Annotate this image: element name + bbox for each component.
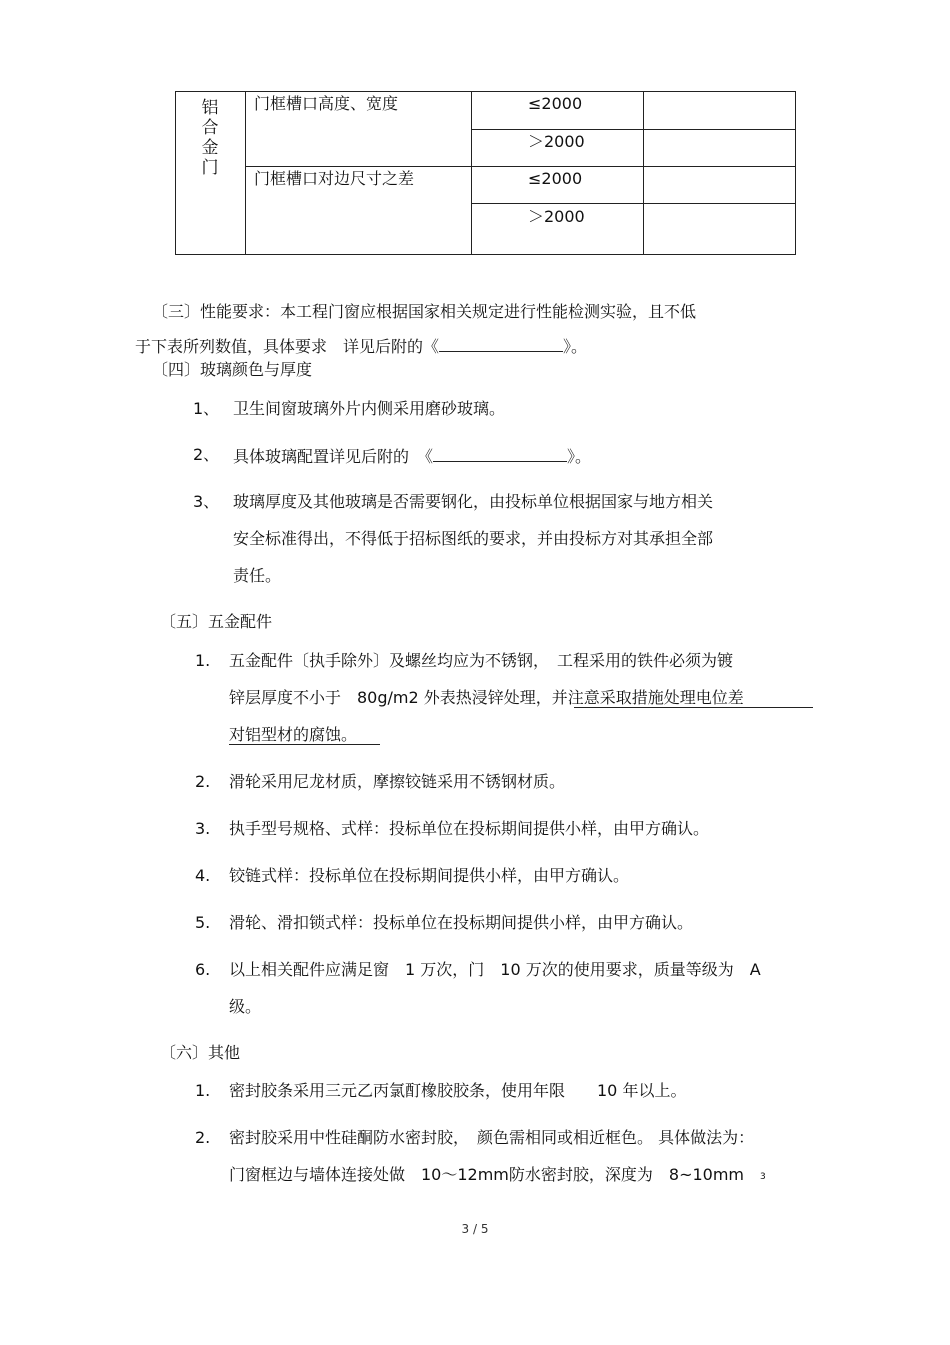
- table-divider: [471, 203, 795, 204]
- list-item: 执手型号规格、式样：投标单位在投标期间提供小样，由甲方确认。: [229, 819, 710, 838]
- table-divider: [471, 92, 472, 254]
- list-item-end: 》。: [567, 447, 592, 466]
- list-number: 4.: [195, 866, 211, 885]
- table-range: ＞2000: [528, 132, 585, 151]
- section5-heading: 〔五〕五金配件: [160, 612, 273, 631]
- list-item: 滑轮采用尼龙材质，摩擦铰链采用不锈钢材质。: [229, 772, 566, 791]
- spec-table: [175, 91, 796, 255]
- table-range: ≤2000: [528, 94, 583, 113]
- table-divider: [245, 166, 795, 167]
- table-range: ＞2000: [528, 207, 585, 226]
- list-item-line: 密封胶采用中性硅酮防水密封胶， 颜色需相同或相近框色。 具体做法为：: [229, 1128, 755, 1147]
- underlined-text: 注意采取措施处理电位差: [567, 688, 744, 707]
- list-number: 5.: [195, 913, 211, 932]
- list-item: 滑轮、滑扣锁式样：投标单位在投标期间提供小样，由甲方确认。: [229, 913, 694, 932]
- blank-line: [439, 335, 563, 352]
- list-number: 1.: [195, 651, 211, 670]
- list-number: 3.: [195, 819, 211, 838]
- table-item: 门框槽口对边尺寸之差: [254, 169, 415, 188]
- list-item-line: [229, 688, 744, 708]
- blank-line: [433, 445, 567, 462]
- category-char: 金: [201, 138, 219, 158]
- page-number: 3 / 5: [461, 1222, 489, 1236]
- list-item: 密封胶条采用三元乙丙氯酊橡胶胶条，使用年限 10 年以上。: [229, 1081, 687, 1100]
- list-item-line: 以上相关配件应满足窗 1 万次，门 10 万次的使用要求，质量等级为 A: [229, 960, 761, 979]
- list-item-text: 锌层厚度不小于 80g/m2 外表热浸锌处理，并: [229, 688, 568, 707]
- section4-heading: 〔四〕玻璃颜色与厚度: [152, 360, 313, 379]
- section3-line2-text: 于下表所列数值，具体要求 详见后附的《: [135, 337, 440, 356]
- superscript-mark: 3: [760, 1172, 766, 1182]
- table-divider: [245, 92, 246, 254]
- table-divider: [643, 92, 644, 254]
- list-item-text: 具体玻璃配置详见后附的 《: [233, 447, 434, 466]
- list-item-line: 门窗框边与墙体连接处做 10～12mm防水密封胶，深度为 8~10mm: [229, 1165, 745, 1184]
- underline: [229, 744, 380, 745]
- list-item-line: 五金配件〔执手除外〕及螺丝均应为不锈钢， 工程采用的铁件必须为镀: [229, 651, 734, 670]
- section3-line2: [135, 335, 587, 357]
- category-char: 合: [201, 118, 219, 138]
- list-number: 2.: [195, 1128, 211, 1147]
- underline: [574, 707, 813, 708]
- list-item-line: 安全标准得出，不得低于招标图纸的要求，并由投标方对其承担全部: [233, 529, 714, 548]
- list-number: 6.: [195, 960, 211, 979]
- category-cell: [176, 98, 244, 178]
- list-number: 3、: [193, 492, 220, 511]
- list-item-line: 责任。: [233, 566, 282, 585]
- list-item: 铰链式样：投标单位在投标期间提供小样，由甲方确认。: [229, 866, 630, 885]
- category-char: 门: [201, 158, 219, 178]
- category-char: 铝: [201, 98, 219, 118]
- list-number: 1.: [195, 1081, 211, 1100]
- list-item: [233, 445, 591, 467]
- section3-line1: 〔三〕性能要求：本工程门窗应根据国家相关规定进行性能检测实验，且不低: [152, 302, 697, 321]
- list-item-line: 对铝型材的腐蚀。: [229, 725, 358, 744]
- list-item: 卫生间窗玻璃外片内侧采用磨砂玻璃。: [233, 399, 506, 418]
- list-number: 1、: [193, 399, 220, 418]
- list-number: 2、: [193, 445, 220, 464]
- table-range: ≤2000: [528, 169, 583, 188]
- section3-line2-end: 》。: [563, 337, 588, 356]
- list-item-line: 玻璃厚度及其他玻璃是否需要钢化，由投标单位根据国家与地方相关: [233, 492, 714, 511]
- table-divider: [471, 129, 795, 130]
- section6-heading: 〔六〕其他: [160, 1043, 241, 1062]
- table-item: 门框槽口高度、宽度: [254, 94, 399, 113]
- list-item-line: 级。: [229, 997, 262, 1016]
- list-number: 2.: [195, 772, 211, 791]
